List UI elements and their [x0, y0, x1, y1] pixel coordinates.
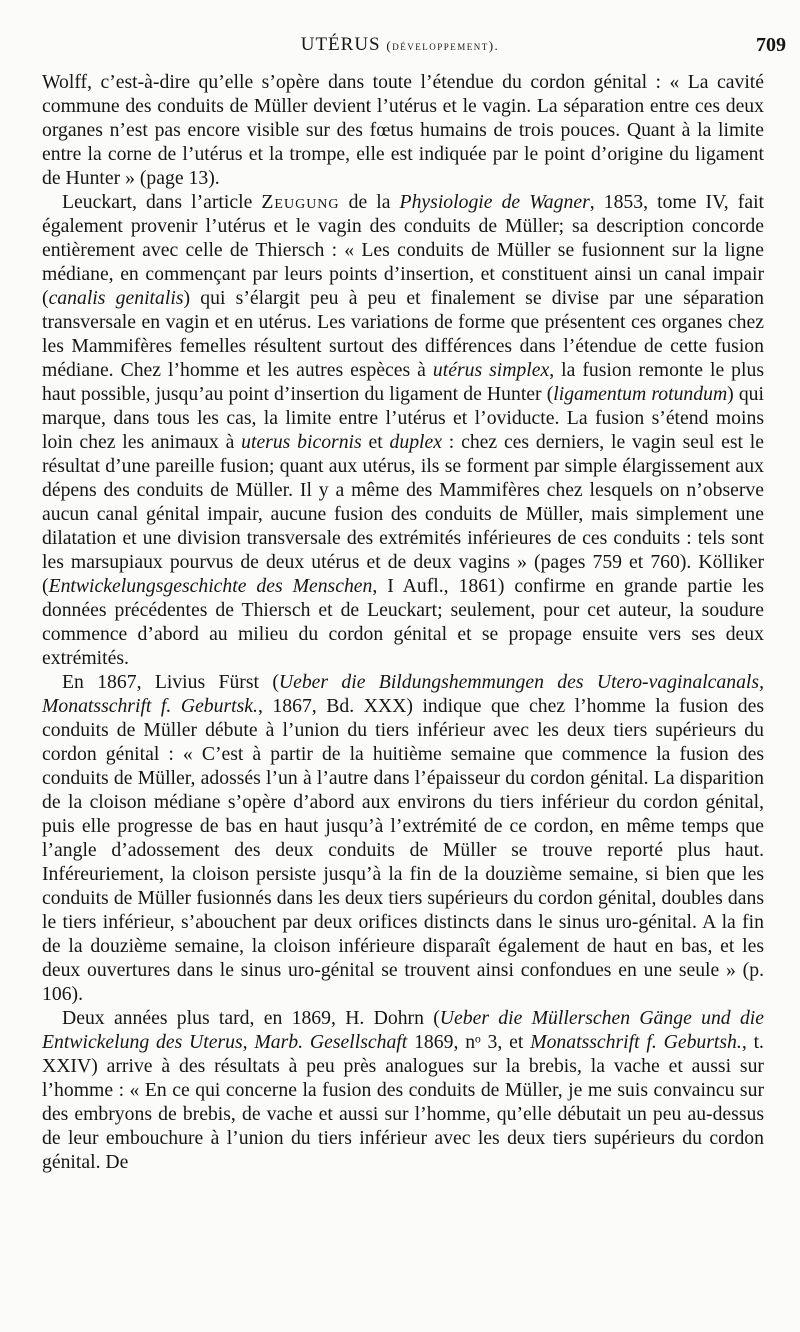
italic-text: Ueber die Bildungshemmungen des Utero-vaginalcanals, Monatsschrift f. Geburtsk. — [42, 671, 764, 717]
paragraph-text: de la — [339, 191, 400, 213]
paragraph-text: et — [361, 431, 390, 453]
italic-text: uterus bicornis — [241, 431, 362, 453]
page-number: 709 — [756, 34, 786, 56]
paragraph-text: Wolff, c’est-à-dire qu’elle s’opère dans toute l’étendue du cordon génital : « La cavité commune des conduits de Müller devient l’utérus et le vagin. La séparation entre ces deux organes n’est pas encore visible sur des fœtus humains de trois pouces. Quant à la limite entre la corne de l’utérus et la trompe, elle est indiquée par le point d’origine du ligament de Hunter » (page 13). — [42, 71, 764, 189]
paragraph — [42, 670, 764, 1006]
running-title — [0, 34, 800, 56]
italic-text: Physiologie de Wagner — [399, 191, 590, 213]
paragraph-text: 1869, nᵒ 3, et — [407, 1031, 531, 1053]
header-subtitle: (développement). — [386, 38, 500, 53]
paragraph-text: , la fusion remonte le plus haut possible, jusqu’au point d’insertion du ligament de Hunter ( — [42, 359, 764, 405]
paragraph-text: Deux années plus tard, en 1869, H. Dohrn ( — [62, 1007, 440, 1029]
italic-text: Ueber die Müllerschen Gänge und die Entwickelung des Uterus, Marb. Gesellschaft — [42, 1007, 764, 1053]
italic-text: utérus simplex — [432, 359, 550, 381]
paragraph — [42, 1006, 764, 1174]
paragraph-text: , 1853, tome IV, fait également provenir l’utérus et le vagin des conduits de Müller; sa description concorde entièrement avec celle de Thiersch : « Les conduits de Müller se fusionnent sur la ligne médiane, en commençant par leurs points d’insertion, et constituent ainsi un canal impair ( — [42, 191, 765, 309]
paragraph-text: ) qui s’élargit peu à peu et finalement se divise par une séparation transversale en vagin et en utérus. Les variations de forme que présentent ces organes chez les Mammifères femelles résultent surtout des différences dans l’étendue de cette fusion médiane. Chez l’homme et les autres espèces à — [42, 287, 765, 381]
paragraph-text: , 1867, Bd. XXX) indique que chez l’homme la fusion des conduits de Müller débute à l’union du tiers inférieur avec les deux tiers supérieurs du cordon génital : « C’est à partir de la huitième semaine que commence la fusion des conduits de Müller, adossés l’un à l’autre dans l’épaisseur du cordon génital. La disparition de la cloison médiane s’opère d’abord aux environs du tiers inférieur du cordon génital, puis elle progresse de bas en haut jusqu’à l’extrémité de ce cordon, en même temps que l’angle d’adossement des deux conduits de Müller se trouve reporté plus haut. Inféreuriement, la cloison persiste jusqu’à la fin de la douzième semaine, si bien que les conduits de Müller fusionnés dans les deux tiers supérieurs du cordon génital, doubles dans le tiers inférieur, s’abouchent par deux orifices distincts dans le sinus uro-génital. A la fin de la douzième semaine, la cloison inférieure disparaît également de haut en bas, et les deux ouvertures dans le sinus uro-génital se trouvent ainsi confondues en une seule » (p. 106). — [42, 695, 764, 1005]
paragraph-text: : chez ces derniers, le vagin seul est le résultat d’une pareille fusion; quant aux utérus, ils se forment par simple élargissement aux dépens des conduits de Müller. Il y a même des Mammifères chez lesquels on n’observe aucun canal génital impair, aucune fusion des conduits de Müller, mais simplement une dilatation et une division transversale des extrémités inférieures de ces conduits : tels sont les marsupiaux pourvus de deux utérus et de deux vagins » (pages 759 et 760). Kölliker ( — [42, 431, 764, 597]
italic-text: canalis genitalis — [48, 287, 184, 309]
running-header — [0, 34, 800, 62]
paragraph-text: ) qui marque, dans tous les cas, la limite entre l’utérus et l’oviducte. La fusion s’étend moins loin chez les animaux à — [42, 383, 764, 453]
paragraph-text: Leuckart, dans l’article — [62, 191, 262, 213]
paragraph-text: , I Aufl., 1861) confirme en grande partie les données précédentes de Thiersch et de Leuckart; seulement, pour cet auteur, la soudure commence d’abord au milieu du cordon génital et se propage ensuite vers ses deux extrémités. — [42, 575, 764, 669]
smallcaps-text: Zeugung — [261, 191, 340, 213]
italic-text: duplex — [389, 431, 442, 453]
paragraph-text: , t. XXIV) arrive à des résultats à peu près analogues sur la brebis, la vache et aussi sur l’homme : « En ce qui concerne la fusion des conduits de Müller, je me suis convaincu sur des embryons de brebis, de vache et aussi sur l’homme, qu’elle débutait un peu au-dessus de leur embouchure à l’union du tiers inférieur avec les deux tiers supérieurs du cordon génital. De — [42, 1031, 764, 1173]
italic-text: Entwickelungsgeschichte des Menschen — [48, 575, 373, 597]
italic-text: Monatsschrift f. Geburtsh. — [530, 1031, 742, 1053]
header-title: UTÉRUS — [300, 34, 381, 55]
body-text — [42, 70, 764, 1174]
paragraph — [42, 190, 764, 670]
paragraph — [42, 70, 764, 190]
paragraph-text: En 1867, Livius Fürst ( — [62, 671, 279, 693]
italic-text: ligamentum rotundum — [553, 383, 728, 405]
